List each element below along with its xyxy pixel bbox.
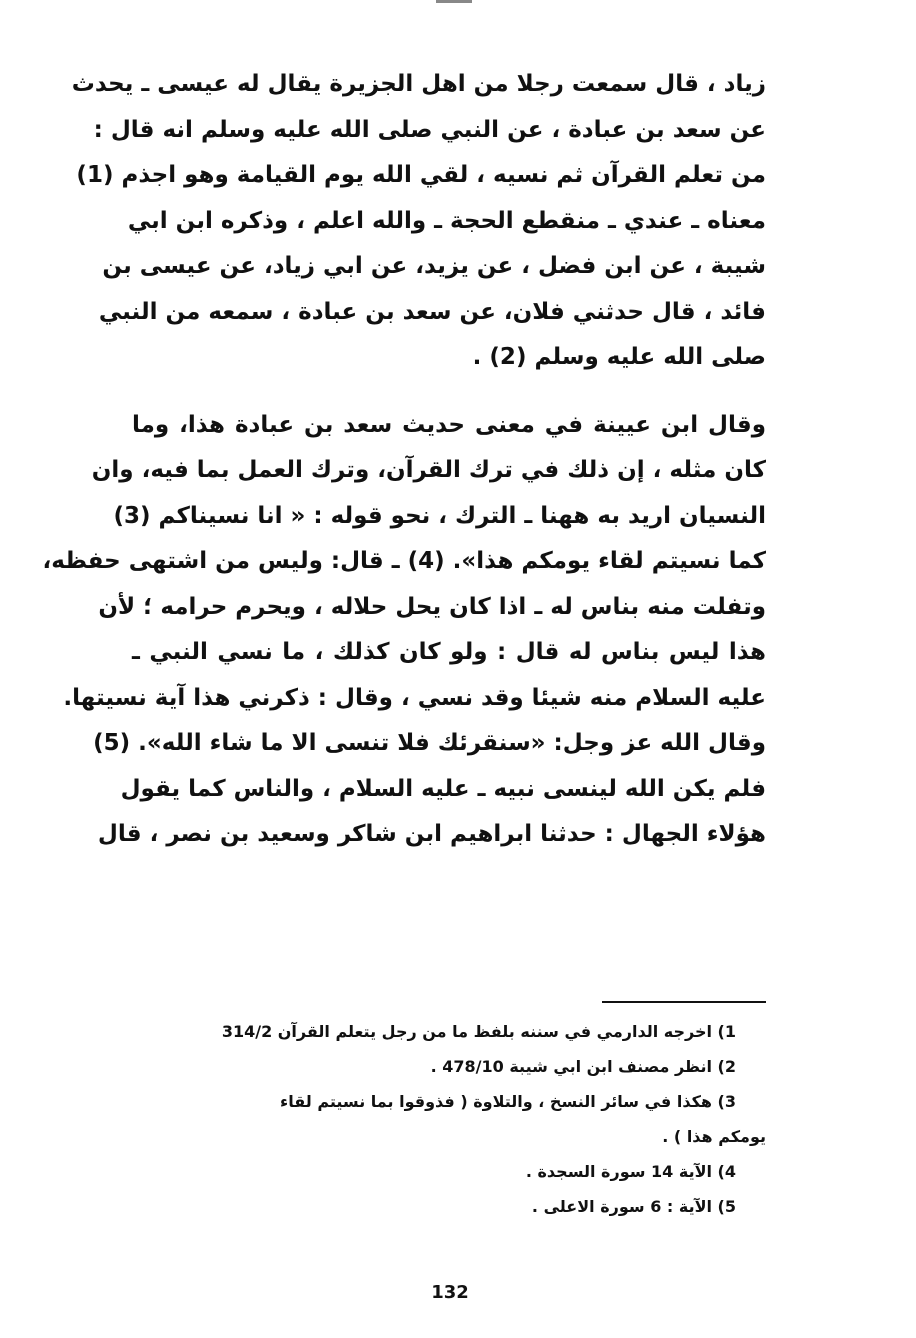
text-line: من تعلم القرآن ثم نسيه ، لقي الله يوم القيامة وهو اجذم (1) [76, 162, 766, 188]
text-line: وتفلت منه بناس له ـ اذا كان يحل حلاله ، ويحرم حرامه ؛ لأن [98, 593, 766, 620]
text-line: عليه السلام منه شيئا وقد نسي ، وقال : ذكرني هذا آية نسيتها. [63, 684, 766, 711]
text-line: فلم يكن الله لينسى نبيه ـ عليه السلام ، والناس كما يقول [120, 775, 766, 802]
footnote-3-continuation: يومكم هذا ) . [662, 1127, 766, 1146]
text-line: فائد ، قال حدثني فلان، عن سعد بن عبادة ، سمعه من النبي [98, 298, 766, 325]
footnote-5: 5) الآية : 6 سورة الاعلى . [531, 1197, 736, 1216]
text-line: معناه ـ عندي ـ منقطع الحجة ـ والله اعلم ، وذكره ابن ابي [127, 207, 766, 234]
text-line: صلى الله عليه وسلم (2) . [472, 344, 766, 370]
footnotes [140, 1014, 766, 1224]
footnote-3: 3) هكذا في سائر النسخ ، والتلاوة ( فذوقوا بما نسيتم لقاء [280, 1092, 736, 1111]
text-line: هؤلاء الجهال : حدثنا ابراهيم ابن شاكر وسعيد بن نصر ، قال [97, 821, 766, 847]
text-line: هذا ليس بناس له قال : ولو كان كذلك ، ما نسي النبي ـ [132, 639, 766, 665]
text-line: وقال الله عز وجل: «سنقرئك فلا تنسى الا ما شاء الله». (5) [93, 730, 766, 756]
footnote-4: 4) الآية 14 سورة السجدة . [525, 1162, 736, 1181]
text-line: كان مثله ، إن ذلك في ترك القرآن، وترك العمل بما فيه، وان [91, 457, 766, 483]
page-number: 132 [431, 1282, 469, 1303]
text-line: وقال ابن عيينة في معنى حديث سعد بن عبادة هذا، وما [132, 411, 766, 438]
top-edge-mark [436, 0, 472, 3]
paragraph-2 [42, 403, 766, 858]
text-line: عن سعد بن عبادة ، عن النبي صلى الله عليه وسلم انه قال : [93, 116, 766, 143]
text-line: كما نسيتم لقاء يومكم هذا». (4) ـ قال: وليس من اشتهى حفظه، [42, 548, 766, 574]
text-line: زياد ، قال سمعت رجلا من اهل الجزيرة يقال له عيسى ـ يحدث [71, 71, 766, 97]
footnote-2: 2) انظر مصنف ابن ابي شيبة 478/10 . [430, 1057, 736, 1076]
text-line: النسيان اريد به ههنا ـ الترك ، نحو قوله : « انا نسيناكم (3) [113, 502, 766, 529]
main-text-body [42, 62, 766, 858]
footnote-separator [602, 1001, 766, 1003]
text-line: شيبة ، عن ابن فضل ، عن يزيد، عن ابي زياد، عن عيسى بن [102, 253, 766, 279]
footnote-1: 1) اخرجه الدارمي في سننه بلفظ ما من رجل يتعلم القرآن 314/2 [221, 1022, 736, 1041]
paragraph-1 [71, 62, 766, 381]
